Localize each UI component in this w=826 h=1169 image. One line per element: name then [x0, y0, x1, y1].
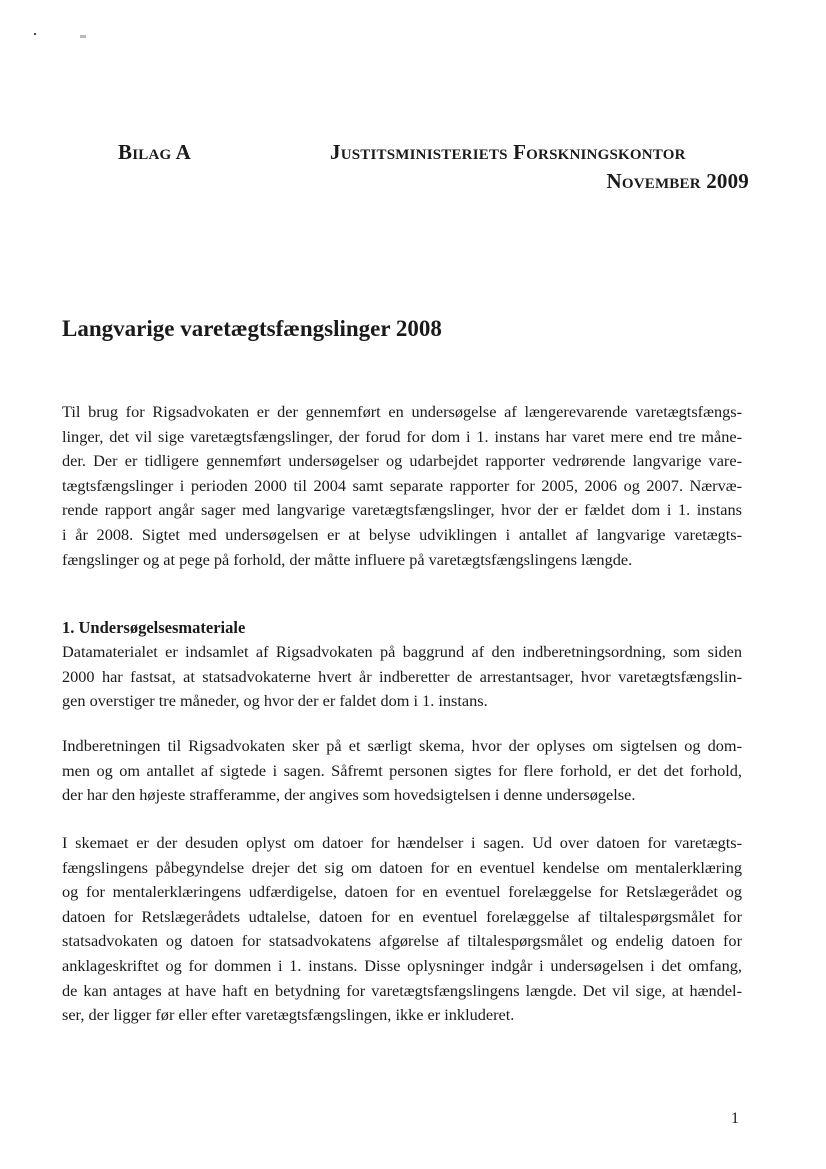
text-line: i år 2008. Sigtet med undersøgelsen er at belyse udviklingen i antallet af langvarige varetægts-: [62, 524, 742, 544]
text-line: og for mentalerklæringens udfærdigelse, datoen for en eventuel forelæggelse for Retslægerådet og: [62, 882, 742, 902]
header-institution: Justitsministeriets Forskningskontor: [330, 140, 686, 164]
scan-speck: [80, 35, 86, 38]
text-line: men og om antallet af sigtede i sagen. Såfremt personen sigtes for flere forhold, er det det forhold,: [62, 760, 742, 780]
text-line: Datamaterialet er indsamlet af Rigsadvokaten på baggrund af den indberetningsordning, som siden: [62, 642, 742, 661]
page-number: 1: [731, 1110, 739, 1127]
text-line: anklageskriftet og for dommen i 1. instans. Disse oplysninger indgår i undersøgelsen i det omfang,: [62, 955, 742, 975]
text-line: tægtsfængslinger i perioden 2000 til 2004 samt separate rapporter for 2005, 2006 og 2007. Nærvæ-: [62, 475, 742, 495]
text-line: der. Der er tidligere gennemført undersøgelser og udarbejdet rapporter vedrørende langvarige vare-: [62, 451, 742, 471]
text-line: I skemaet er der desuden oplyst om datoer for hændelser i sagen. Ud over datoen for varetægts-: [62, 833, 742, 852]
section-paragraph-3: [62, 831, 742, 1028]
section-paragraph-2: [62, 734, 742, 808]
text-line: der har den højeste strafferamme, der angives som hovedsigtelsen i denne undersøgelse.: [62, 785, 636, 805]
text-line: linger, det vil sige varetægtsfængslinger, der forud for dom i 1. instans har varet mere end tre måne-: [62, 426, 742, 446]
section-paragraph-1: [62, 640, 742, 714]
text-line: Til brug for Rigsadvokaten er der gennemført en undersøgelse af længerevarende varetægtsfængs-: [62, 402, 742, 421]
page-title: Langvarige varetægtsfængslinger 2008: [62, 316, 442, 341]
text-line: de kan antages at have haft en betydning for varetægtsfængslingens længde. Det vil sige, at hændel-: [62, 980, 742, 1000]
text-line: 2000 har fastsat, at statsadvokaterne hvert år indberetter de arrestantsager, hvor varetægtsfængslin-: [62, 666, 742, 686]
header-date: November 2009: [606, 169, 749, 193]
text-line: Indberetningen til Rigsadvokaten sker på et særligt skema, hvor der oplyses om sigtelsen og dom-: [62, 736, 742, 755]
text-line: ser, der ligger før eller efter varetægtsfængslingen, ikke er inkluderet.: [62, 1005, 515, 1025]
section-heading: 1. Undersøgelsesmateriale: [62, 618, 246, 637]
text-line: gen overstiger tre måneder, og hvor der er faldet dom i 1. instans.: [62, 691, 488, 711]
header-left: Bilag A: [118, 140, 192, 164]
text-line: fængslingens påbegyndelse drejer det sig om datoen for en eventuel kendelse om mentalerklæring: [62, 857, 742, 877]
text-line: statsadvokaten og datoen for statsadvokatens afgørelse af tiltalespørgsmålet og endelig datoen for: [62, 931, 742, 951]
text-line: rende rapport angår sager med langvarige varetægtsfængslinger, hvor der er fældet dom i 1. instans: [62, 500, 742, 520]
text-line: fængslinger og at pege på forhold, der måtte influere på varetægtsfængslingens længde.: [62, 549, 633, 569]
text-line: datoen for Retslægerådets udtalelse, datoen for en eventuel forelæggelse af tiltalespørgsmålet for: [62, 906, 742, 926]
scan-speck: [34, 33, 36, 35]
intro-paragraph: [62, 400, 742, 572]
